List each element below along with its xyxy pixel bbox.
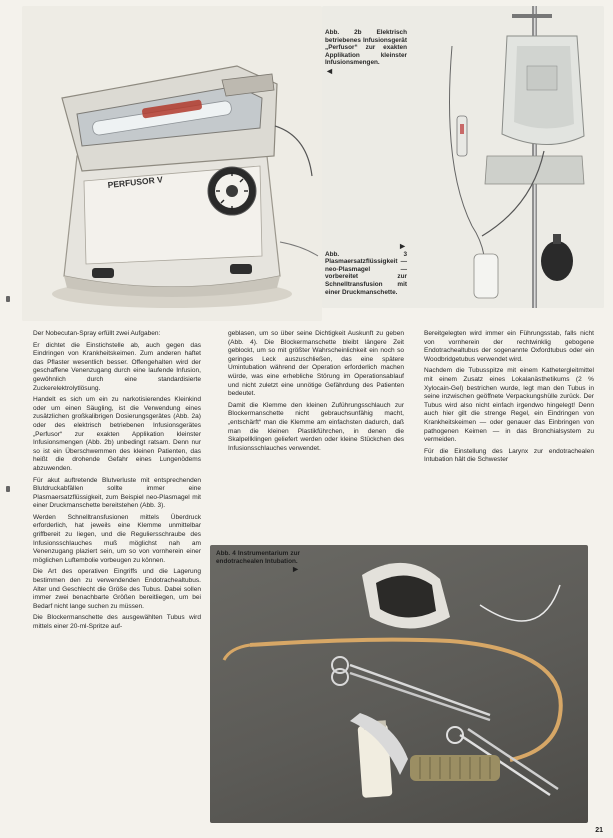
caption-abb-2b-arrow-icon: ◄ (325, 65, 334, 76)
figure-perfusor-pump (22, 6, 322, 321)
caption-abb-2b-text: Abb. 2b Elektrisch betriebenes Infusionsgerät „Perfusor“ zur exakten Applikation kleinster Infusionsmengen. (325, 29, 407, 67)
caption-abb-2b (325, 29, 407, 76)
text-column-3 (424, 330, 594, 468)
paragraph: Die Blockermanschette des ausgewählten Tubus wird mittels einer 20-ml-Spritze auf- (33, 614, 201, 630)
paragraph: geblasen, um so über seine Dichtigkeit Auskunft zu geben (Abb. 4). Die Blockermanschette bleibt längere Zeit geblockt, um so mit größter Wahrscheinlichkeit ein noch so geringes Leck auszuschließen, das eine spätere Umintubation während der Operation erforderlich machen würde, was eine erhebliche Störung im Operationsablauf und nicht zuletzt eine unnötige Gefährdung des Patienten bedeutet. (228, 330, 404, 398)
margin-mark (6, 296, 10, 302)
text-column-1 (33, 330, 201, 635)
paragraph: Werden Schnelltransfusionen mittels Überdruck erforderlich, hat jeweils eine Klemme unmittelbar griffbereit zu liegen, und die Reguliersschraube des Infusionsschlauches muß möglichst nah am Venenzugang plaziert sein, um so von vornherein einer möglichen Luftembolie vorbeugen zu können. (33, 513, 201, 564)
figure-intubation-instruments (210, 545, 588, 823)
paragraph: Bereitgelegten wird immer ein Führungsstab, falls nicht von vornherein der rechtwinklig gebogene Endotrachealtubus der sogenannte Oxfordtubus oder ein Woodbridgetubus verwendet wird. (424, 330, 594, 363)
pump-device-label: PERFUSOR V (107, 174, 164, 190)
caption-abb-3-text: Abb. 3 Plasmaersatzflüssigkeit — neo-Plasmagel — vorbereitet zur Schnelltransfusion mit einer Druckmanschette. (325, 250, 407, 296)
paragraph: Für die Einstellung des Larynx zur endotrachealen Intubation hält die Schwester (424, 447, 594, 464)
caption-abb-3 (325, 242, 407, 296)
paragraph: Die Art des operativen Eingriffs und die Lagerung bestimmen den zu verwendenden Endotrachealtubus. Alter und Geschlecht die Größe des Tubus. Dabei sollen immer zwei benachbarte Größen bereitliegen, um bei Bedarf nicht lange suchen zu müssen. (33, 568, 201, 610)
perfusor-pump-photo (22, 6, 322, 321)
margin-mark (6, 486, 10, 492)
caption-abb-4-text: Abb. 4 Instrumentarium zur endotrachealen Intubation. (216, 550, 300, 565)
paragraph: Handelt es sich um ein zu narkotisierendes Kleinkind oder um einen Säugling, ist die Verwendung eines zusätzlichen großkalibrigen Dosierungsgerätes (Abb. 2a) oder des elektrisch betriebenen Infusionsgerätes „Perfusor“ zur exakten Applikation kleinster Infusionsmengen (Abb. 2b) unbedingt ratsam. Denn nur so ist ein Überschwemmen des kleinen Patienten, das heißt die drohende Gefahr eines Lungenödems abzuwenden. (33, 396, 201, 472)
paragraph: Er dichtet die Einstichstelle ab, auch gegen das Eindringen von Krankheitskeimen. Zum anderen haftet das Pflaster wesentlich besser. Offengehalten wird der geschaffene Venenzugang durch eine laufende Infusion, gewöhnlich durch eine standardisierte Zuckerelektrolytlösung. (33, 341, 201, 392)
page-number: 21 (595, 827, 603, 834)
paragraph: Nachdem die Tubusspitze mit einem Kathetergleitmittel mit einem Zusatz eines Lokalanästhetikums (2 % Xylocain-Gel) bestrichen wurde, legt man den Tubus in seine inzwischen geöffnete Verpackungshülle zurück. Der Tubus wird also nicht einfach irgendwo hingelegt! Denn auch hier gilt die strenge Regel, ein Eindringen von Krankheitskeimen — oder genauer das Einbringen von pathogenen Keimen — in das Bronchialsystem zu vermeiden. (424, 367, 594, 444)
caption-abb-4-arrow-icon: ► (291, 564, 300, 575)
intubation-instruments-photo (210, 545, 588, 823)
text-column-2 (228, 330, 404, 456)
caption-abb-4 (216, 550, 300, 574)
caption-abb-3-arrow-icon: ► (398, 241, 407, 251)
paragraph: Der Nobecutan-Spray erfüllt zwei Aufgaben: (33, 330, 161, 337)
paragraph: Für akut auftretende Blutverluste mit entsprechenden Blutdruckabfällen sollte immer eine Plasmaersatzflüssigkeit, zum Beispiel neo-Plasmagel mit einer Druckmanschette bereitstehen (Abb. 3). (33, 476, 201, 510)
paragraph: Damit die Klemme den kleinen Zuführungsschlauch zur Blockermanschette nicht gebrauchsunfähig macht, „entschärft“ man die Klemme am einfachsten dadurch, daß man die kleinen Plastikführchen, in denen die Skalpellklingen geliefert werden oder kleine Stückchen des Infusionsschlauches verwendet. (228, 401, 404, 452)
